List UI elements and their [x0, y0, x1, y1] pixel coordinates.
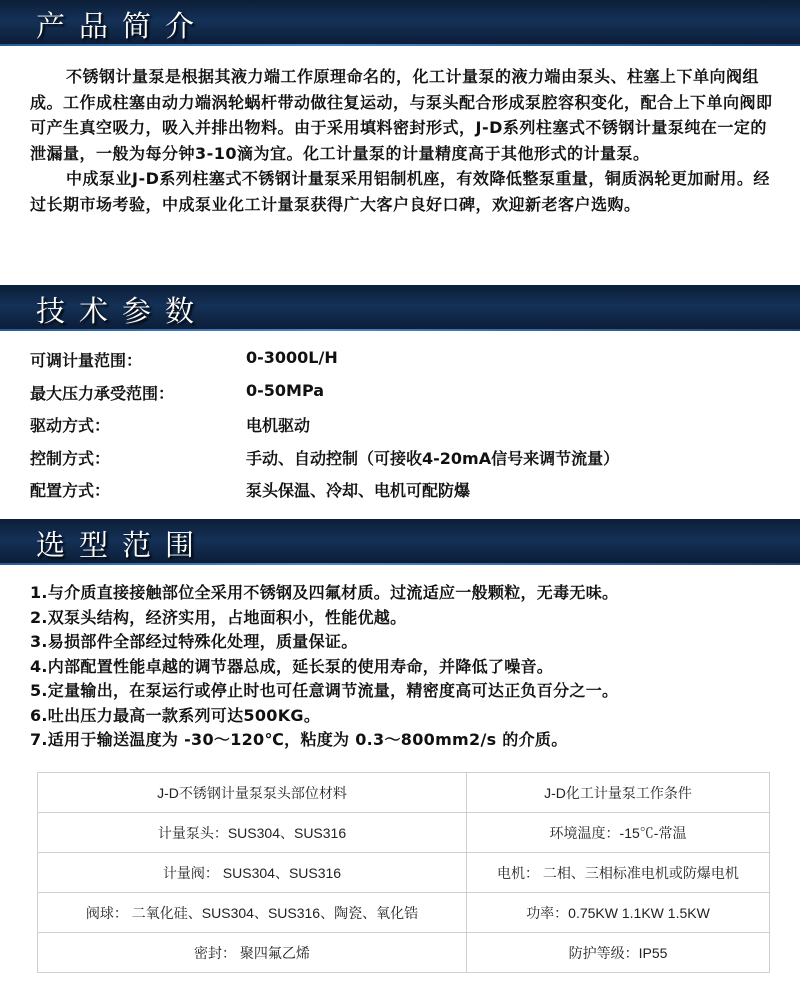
table-cell: 环境温度：-15℃-常温 — [467, 813, 770, 853]
param-label: 控制方式： — [30, 448, 111, 468]
table-cell: 防护等级：IP55 — [467, 933, 770, 973]
features-list — [30, 580, 770, 752]
table-header-materials: J-D不锈钢计量泵泵头部位材料 — [38, 773, 467, 813]
table-row — [38, 893, 770, 933]
param-label: 最大压力承受范围： — [30, 383, 175, 403]
table-cell: 密封： 聚四氟乙烯 — [38, 933, 467, 973]
table-cell: 电机： 二相、三相标准电机或防爆电机 — [467, 853, 770, 893]
param-value: 泵头保温、冷却、电机可配防爆 — [246, 481, 471, 500]
table-header-conditions: J-D化工计量泵工作条件 — [467, 773, 770, 813]
params-list — [30, 348, 770, 511]
feature-item: 4.内部配置性能卓越的调节器总成，延长泵的使用寿命，并降低了噪音。 — [30, 656, 554, 676]
intro-paragraph-2: 中成泵业J-D系列柱塞式不锈钢计量泵采用铝制机座，有效降低整泵重量，铜质涡轮更加耐用。经过长期市场考验，中成泵业化工计量泵获得广大客户良好口碑，欢迎新老客户选购。 — [30, 169, 770, 214]
spec-table — [37, 772, 770, 973]
table-cell: 功率：0.75KW 1.1KW 1.5KW — [467, 893, 770, 933]
feature-item: 7.适用于输送温度为 -30～120℃，粘度为 0.3～800mm2/s 的介质。 — [30, 730, 568, 749]
param-row-control — [30, 446, 770, 479]
section-banner-params — [0, 285, 800, 331]
param-row-range — [30, 348, 770, 381]
table-cell: 计量阀： SUS304、SUS316 — [38, 853, 467, 893]
param-row-config — [30, 478, 770, 511]
banner-divider — [0, 329, 800, 331]
param-value: 电机驱动 — [246, 416, 311, 435]
intro-paragraph-1: 不锈钢计量泵是根据其液力端工作原理命名的，化工计量泵的液力端由泵头、柱塞上下单向阀组成。工作成柱塞由动力端涡轮蜗杆带动做往复运动，与泵头配合形成泵腔容积变化，配合上下单向阀即可产生真空吸力，吸入并排出物料。由于采用填料密封形式，J-D系列柱塞式不锈钢计量泵纯在一定的泄漏量，一般为每分钟3-10滴为宜。化工计量泵的计量精度高于其他形式的计量泵。 — [30, 67, 773, 163]
section-banner-intro — [0, 0, 800, 46]
table-cell: 计量泵头：SUS304、SUS316 — [38, 813, 467, 853]
param-row-pressure — [30, 381, 770, 414]
banner-divider — [0, 563, 800, 565]
table-row — [38, 813, 770, 853]
param-row-drive — [30, 413, 770, 446]
param-value: 手动、自动控制（可接收4-20mA信号来调节流量） — [246, 448, 620, 468]
param-value: 0-50MPa — [246, 380, 325, 400]
table-row — [38, 853, 770, 893]
feature-item: 3.易损部件全部经过特殊化处理，质量保证。 — [30, 632, 358, 651]
feature-item: 1.与介质直接接触部位全采用不锈钢及四氟材质。过流适应一般颗粒，无毒无味。 — [30, 583, 619, 602]
table-cell: 阀球： 二氧化硅、SUS304、SUS316、陶瓷、氧化锆 — [38, 893, 467, 933]
section-title-intro: 产品简介 — [36, 9, 209, 43]
intro-text — [30, 64, 774, 217]
param-label: 可调计量范围： — [30, 351, 143, 370]
section-title-params: 技术参数 — [36, 294, 209, 328]
feature-item: 6.吐出压力最高一款系列可达500KG。 — [30, 705, 321, 725]
param-label: 配置方式： — [30, 481, 111, 500]
feature-item: 2.双泵头结构，经济实用，占地面积小，性能优越。 — [30, 607, 407, 627]
table-row — [38, 933, 770, 973]
feature-item: 5.定量输出，在泵运行或停止时也可任意调节流量，精密度高可达正负百分之一。 — [30, 681, 619, 700]
param-value: 0-3000L/H — [246, 348, 338, 367]
banner-divider — [0, 44, 800, 46]
param-label: 驱动方式： — [30, 416, 111, 435]
table-header-row — [38, 773, 770, 813]
section-banner-selection — [0, 519, 800, 565]
section-title-selection: 选型范围 — [36, 528, 209, 562]
